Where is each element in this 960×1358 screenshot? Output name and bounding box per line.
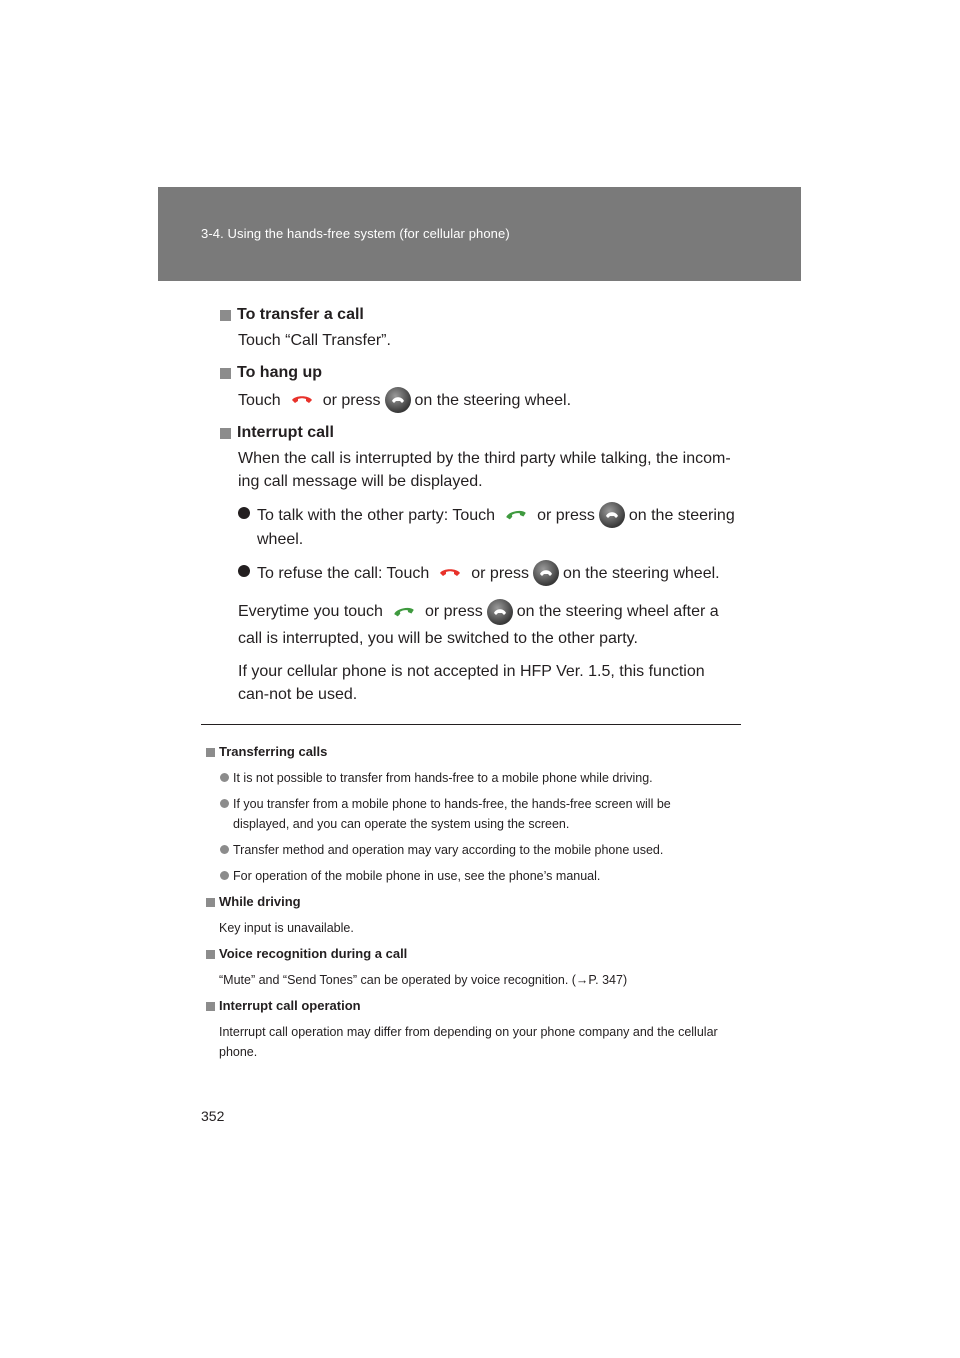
text: on the steering wheel. xyxy=(563,564,720,582)
text: For operation of the mobile phone in use, see the phone’s manual. xyxy=(233,869,601,883)
text: To talk with the other party: Touch xyxy=(257,506,496,524)
every-paragraph xyxy=(220,598,740,652)
heading-text: Transferring calls xyxy=(219,744,328,759)
main-content xyxy=(220,303,740,706)
note-heading-interrupt-op xyxy=(206,996,746,1016)
heading-text: Interrupt call xyxy=(237,424,334,441)
text: If you transfer from a mobile phone to hands-free, the hands-free screen will be displayed, and you can operate the system using the screen. xyxy=(233,797,671,831)
green-phone-icon[interactable] xyxy=(501,504,531,526)
bullet-dot-icon xyxy=(220,799,229,808)
interrupt-body: When the call is interrupted by the third party while talking, the incom-ing call message will be displayed. xyxy=(238,450,731,490)
bullet-dot-icon xyxy=(220,845,229,854)
square-bullet-icon xyxy=(220,368,231,379)
heading-text: Voice recognition during a call xyxy=(219,946,408,961)
square-bullet-icon xyxy=(206,898,215,907)
list-item xyxy=(206,866,746,886)
divider xyxy=(201,724,741,725)
steering-wheel-phone-button-icon xyxy=(533,560,559,586)
list-item xyxy=(206,840,746,860)
heading-text: While driving xyxy=(219,894,301,909)
text: or press xyxy=(322,391,381,409)
steering-wheel-phone-button-icon xyxy=(599,502,625,528)
driving-body: Key input is unavailable. xyxy=(219,921,354,935)
text: or press xyxy=(537,506,595,524)
text: on the steering xyxy=(628,506,735,524)
hangup-instruction xyxy=(220,387,740,413)
list-item xyxy=(206,794,730,834)
heading-text: Interrupt call operation xyxy=(219,998,361,1013)
square-bullet-icon xyxy=(220,310,231,321)
notes-section xyxy=(206,742,746,1062)
bullet-dot-icon xyxy=(220,871,229,880)
note-heading-transferring xyxy=(206,742,746,762)
note-heading-driving xyxy=(206,892,746,912)
text: on the steering wheel after a xyxy=(516,603,719,620)
bullet-dot-icon xyxy=(238,507,250,519)
text: It is not possible to transfer from hands-free to a mobile phone while driving. xyxy=(233,771,653,785)
text: To refuse the call: Touch xyxy=(257,564,430,582)
text: Touch xyxy=(238,391,281,409)
square-bullet-icon xyxy=(206,748,215,757)
heading-transfer xyxy=(220,303,740,327)
talk-bullet xyxy=(220,502,740,551)
square-bullet-icon xyxy=(206,1002,215,1011)
green-phone-icon[interactable] xyxy=(389,601,419,623)
text: Everytime you touch xyxy=(238,603,383,620)
interrupt-op-body: Interrupt call operation may differ from depending on your phone company and the cellular phone. xyxy=(219,1025,718,1059)
refuse-bullet xyxy=(220,560,740,586)
square-bullet-icon xyxy=(206,950,215,959)
page-number: 352 xyxy=(201,1108,225,1124)
bullet-dot-icon xyxy=(238,565,250,577)
red-phone-icon[interactable] xyxy=(287,389,317,411)
heading-text: To transfer a call xyxy=(237,306,364,323)
note-heading-voice xyxy=(206,944,746,964)
square-bullet-icon xyxy=(220,428,231,439)
text: Transfer method and operation may vary according to the mobile phone used. xyxy=(233,843,664,857)
list-item xyxy=(206,768,746,788)
bullet-dot-icon xyxy=(220,773,229,782)
steering-wheel-phone-button-icon xyxy=(487,599,513,625)
text: on the steering wheel. xyxy=(414,391,572,409)
red-phone-icon[interactable] xyxy=(435,562,465,584)
heading-interrupt xyxy=(220,421,740,445)
transfer-body: Touch “Call Transfer”. xyxy=(238,332,391,349)
section-title: 3-4. Using the hands-free system (for cellular phone) xyxy=(201,226,510,241)
text: or press xyxy=(424,603,483,620)
steering-wheel-phone-button-icon xyxy=(385,387,411,413)
text: call is interrupted, you will be switched to the other party. xyxy=(238,630,638,647)
header-band xyxy=(158,187,801,281)
heading-text: To hang up xyxy=(237,364,323,381)
text: or press xyxy=(471,564,530,582)
voice-body: “Mute” and “Send Tones” can be operated by voice recognition. (→P. 347) xyxy=(219,973,628,987)
heading-hangup xyxy=(220,361,740,385)
hfp-note: If your cellular phone is not accepted in HFP Ver. 1.5, this function can-not be used. xyxy=(238,663,705,703)
text: wheel. xyxy=(257,531,304,548)
